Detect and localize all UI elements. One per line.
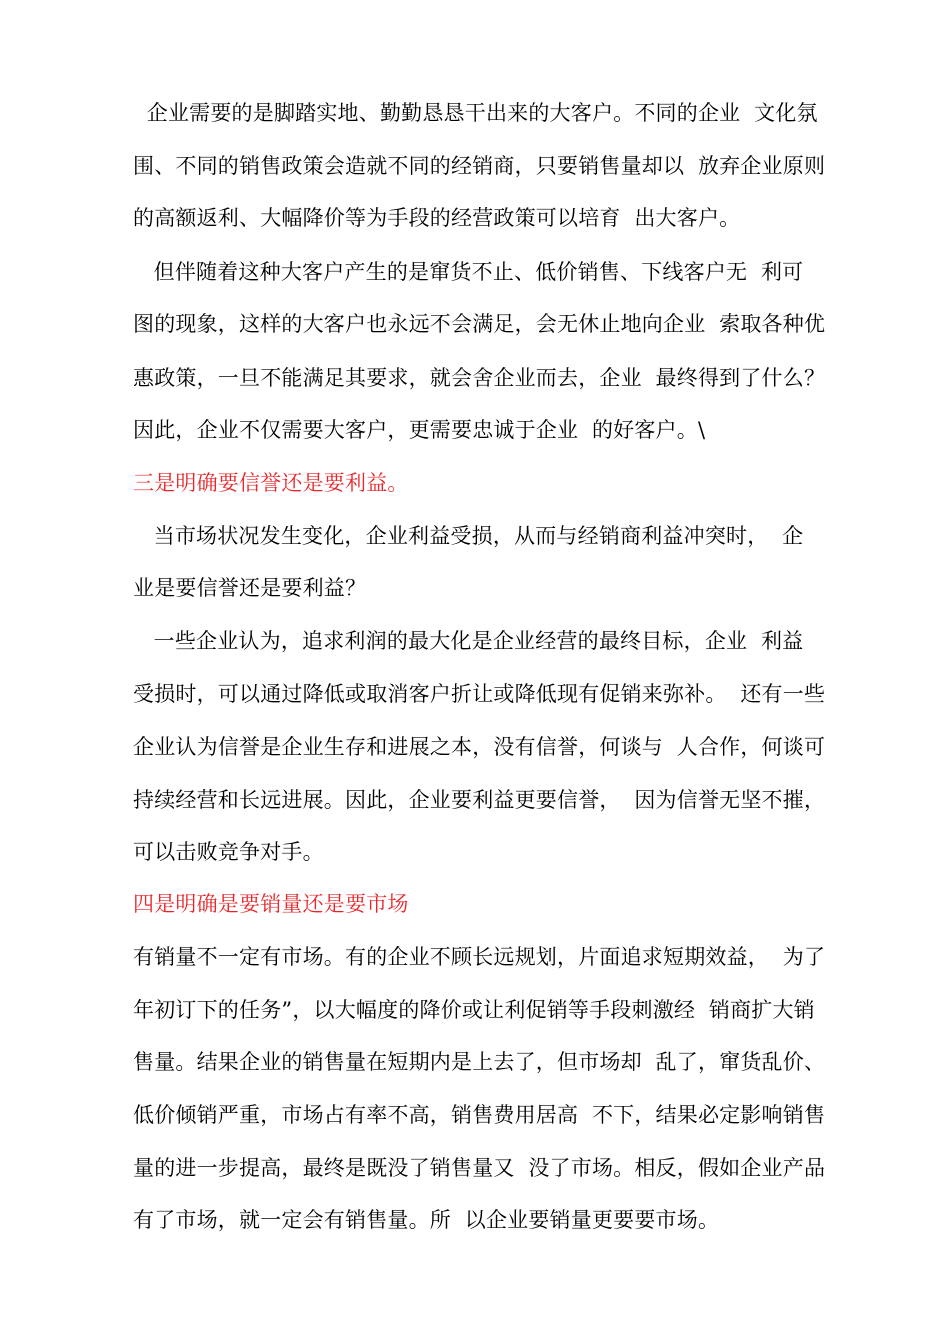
section-heading: 四是明确是要销量还是要市场: [133, 892, 409, 916]
paragraph-line: 当市场状况发生变化，企业利益受损，从而与经销商利益冲突时， 企: [133, 524, 804, 548]
paragraph-line: 售量。结果企业的销售量在短期内是上去了，但市场却 乱了，窜货乱价、: [133, 1050, 826, 1074]
paragraph-line: 企业需要的是脚踏实地、勤勤恳恳干出来的大客户。不同的企业 文化氛: [133, 101, 818, 125]
paragraph-line: 图的现象，这样的大客户也永远不会满足，会无休止地向企业 索取各种优: [133, 312, 826, 336]
paragraph-line: 有销量不一定有市场。有的企业不顾长远规划，片面追求短期效益， 为了: [133, 945, 826, 969]
paragraph-line: 但伴随着这种大客户产生的是窜货不止、低价销售、下线客户无 利可: [133, 260, 804, 284]
paragraph-line: 惠政策，一旦不能满足其要求，就会舍企业而去，企业 最终得到了什么？: [133, 366, 826, 390]
paragraph-line: 低价倾销严重，市场占有率不高，销售费用居高 不下，结果必定影响销售: [133, 1103, 826, 1127]
paragraph-line: 可以击败竞争对手。: [133, 840, 324, 864]
paragraph-line: 的高额返利、大幅降价等为手段的经营政策可以培育 出大客户。: [133, 206, 741, 230]
paragraph-line: 持续经营和长远进展。因此，企业要利益更要信誉， 因为信誉无坚不摧，: [133, 788, 826, 812]
paragraph-line: 有了市场，就一定会有销售量。所 以企业要销量更要要市场。: [133, 1208, 720, 1232]
paragraph-line: 业是要信誉还是要利益？: [133, 576, 367, 600]
paragraph-line: 量的进一步提高，最终是既没了销售量又 没了市场。相反，假如企业产品: [133, 1156, 826, 1180]
paragraph-line: 年初订下的任务”，以大幅度的降价或让利促销等手段刺激经 销商扩大销: [133, 998, 815, 1022]
paragraph-line: 企业认为信誉是企业生存和进展之本，没有信誉，何谈与 人合作，何谈可: [133, 735, 826, 759]
section-heading: 三是明确要信誉还是要利益。: [133, 471, 409, 495]
paragraph-line: 受损时，可以通过降低或取消客户折让或降低现有促销来弥补。 还有一些: [133, 682, 826, 706]
paragraph-line: 一些企业认为，追求利润的最大化是企业经营的最终目标，企业 利益: [133, 629, 804, 653]
paragraph-line: 围、不同的销售政策会造就不同的经销商，只要销售量却以 放弃企业原则: [133, 154, 826, 178]
paragraph-line: 因此，企业不仅需要大客户，更需要忠诚于企业 的好客户。\: [133, 418, 706, 442]
